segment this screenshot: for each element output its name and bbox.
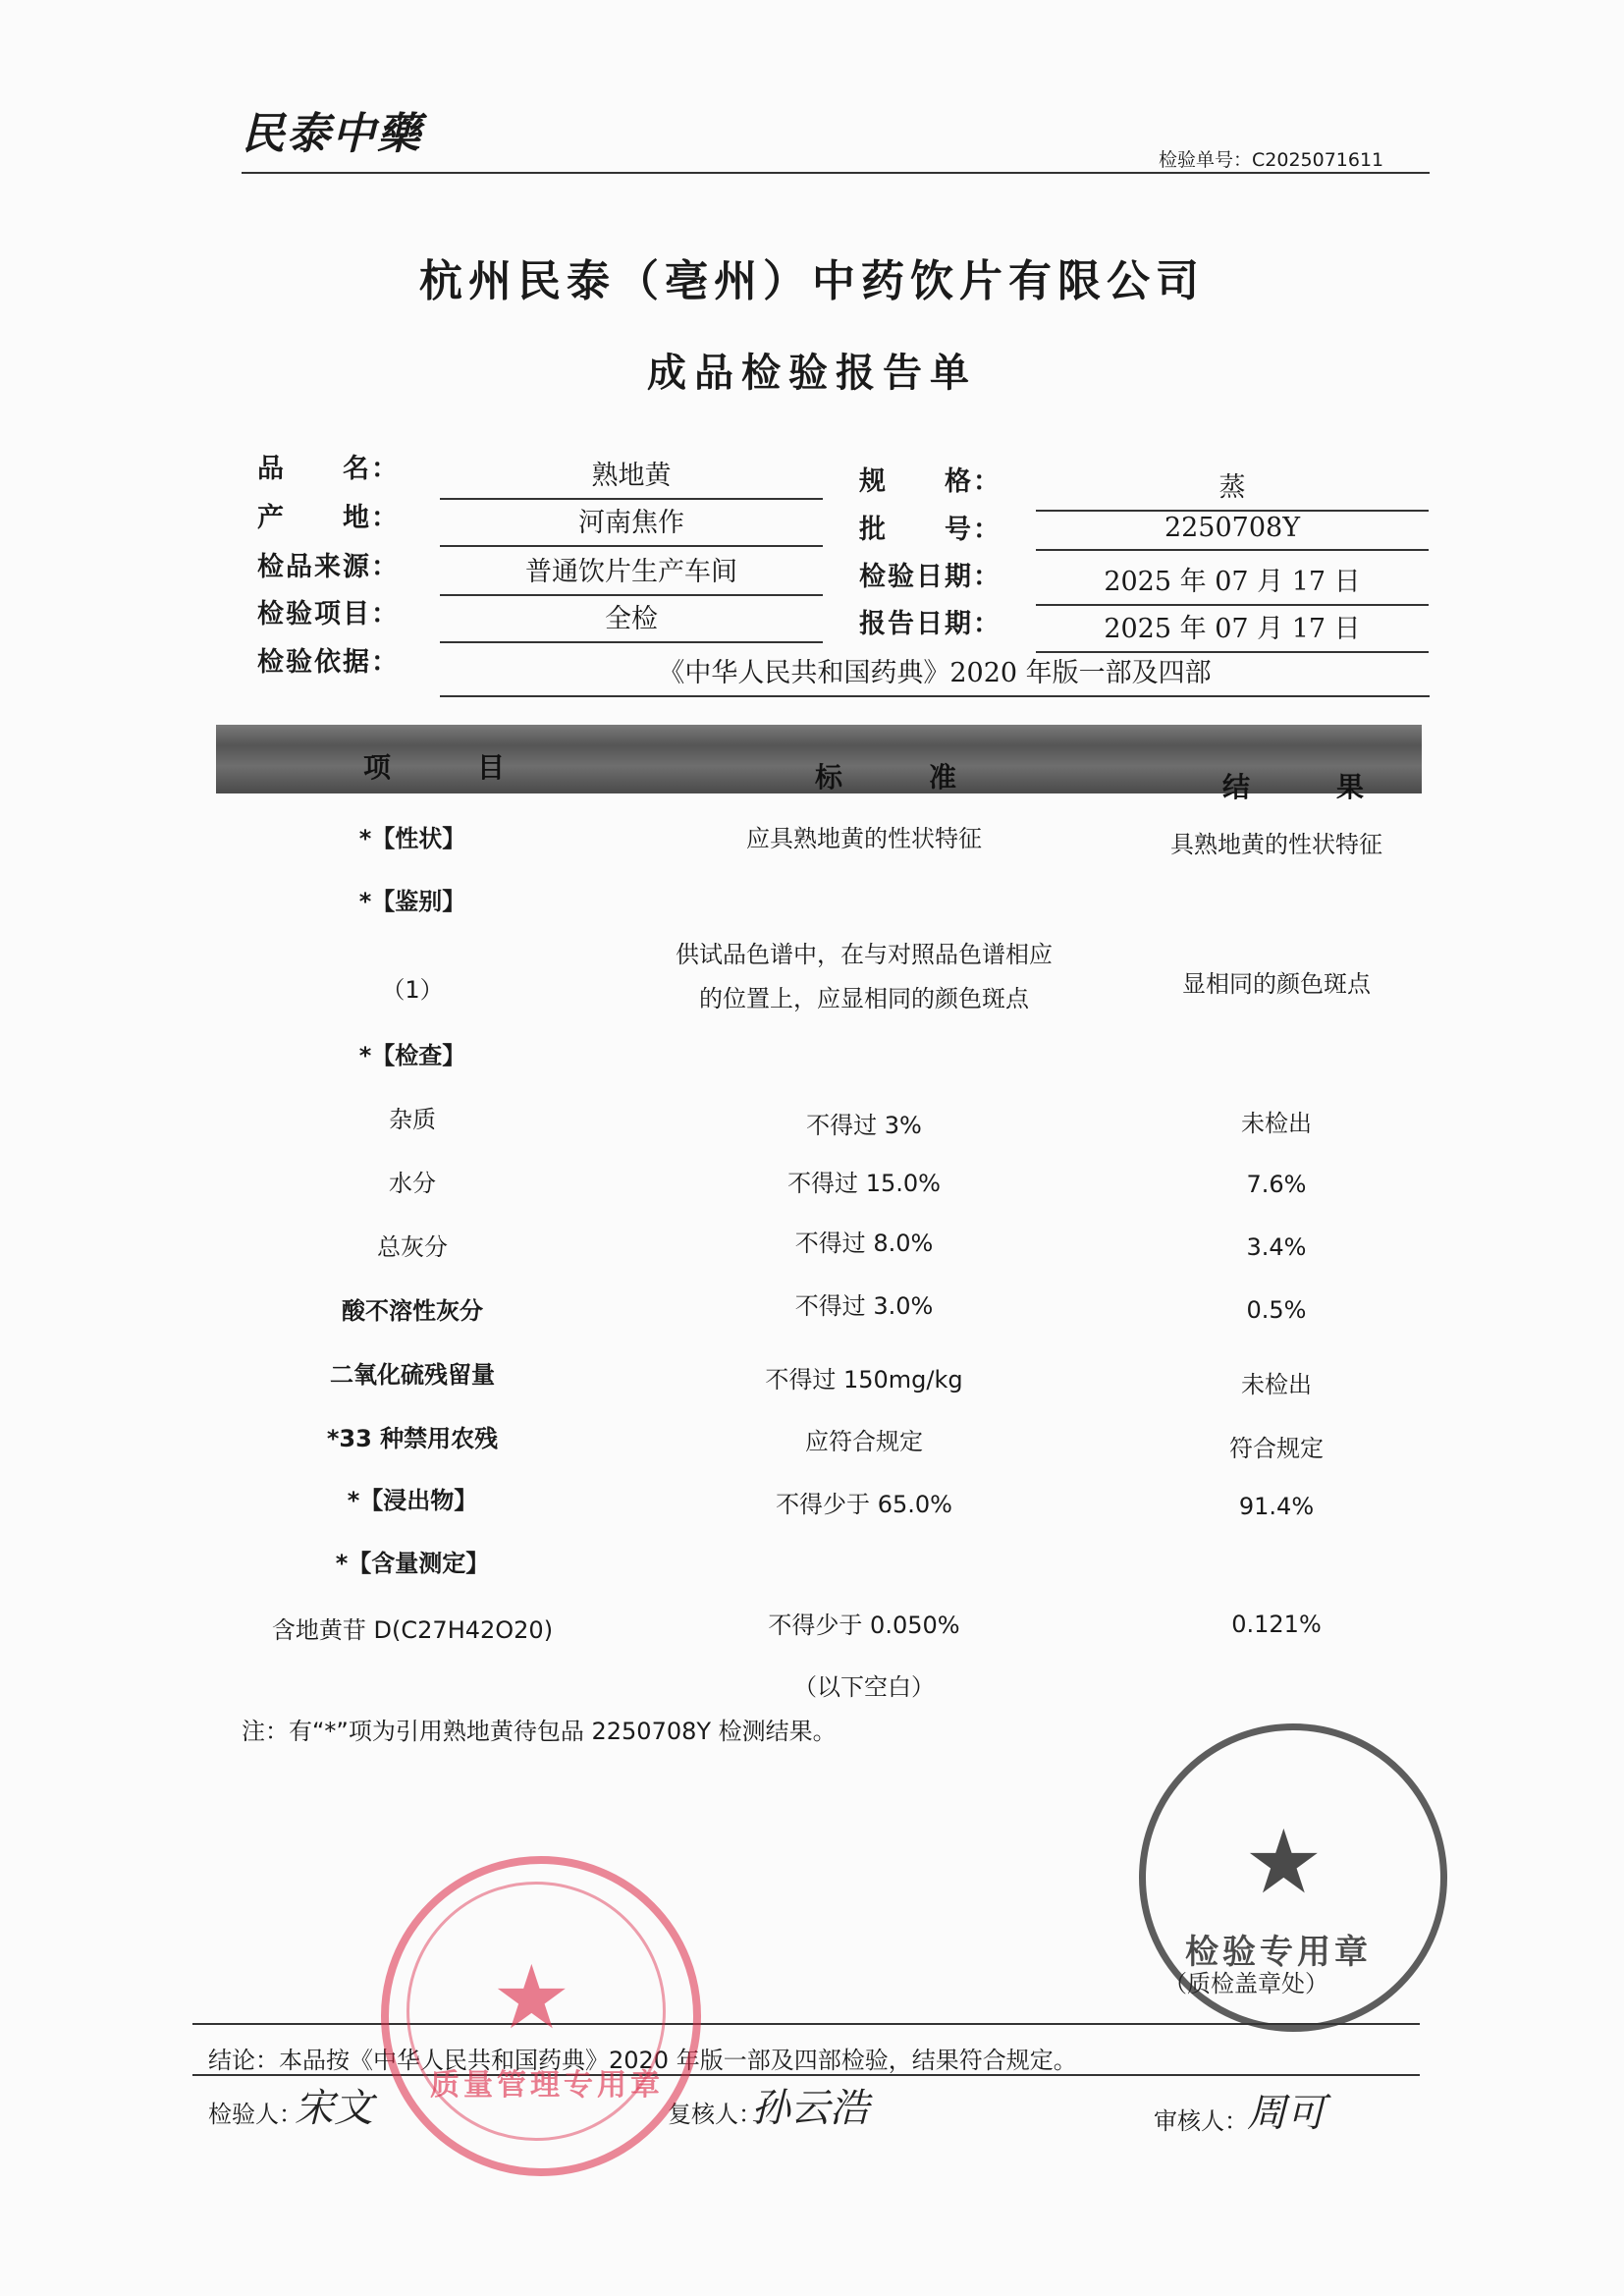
blank-below-note: （以下空白）	[793, 1673, 935, 1701]
row-result: 未检出	[1241, 1110, 1312, 1137]
header-standard: 标 准	[815, 761, 987, 793]
stamp-caption: （质检盖章处）	[1164, 1970, 1328, 1997]
row-item: *【浸出物】	[347, 1487, 478, 1514]
origin-label: 产 地：	[257, 503, 400, 533]
conclusion: 结论：本品按《中华人民共和国药典》2020 年版一部及四部检验，结果符合规定。	[208, 2047, 1077, 2074]
row-standard: 不得过 8.0%	[794, 1230, 934, 1257]
test-date-label: 检验日期：	[859, 562, 1001, 592]
row-standard: 应具熟地黄的性状特征	[746, 825, 982, 852]
row-result: 7.6%	[1246, 1171, 1307, 1198]
item-value: 全检	[440, 597, 823, 643]
header-divider	[242, 172, 1430, 174]
footnote: 注：有“*”项为引用熟地黄待包品 2250708Y 检测结果。	[242, 1718, 837, 1745]
row-result: 显相同的颜色斑点	[1182, 970, 1371, 998]
conclusion-top-divider	[192, 2023, 1420, 2025]
approver-label: 审核人：	[1154, 2107, 1248, 2135]
row-item: 二氧化硫残留量	[330, 1361, 495, 1389]
row-item: 含地黄苷 D(C27H42O20)	[271, 1616, 554, 1644]
company-logo: 民泰中藥	[242, 109, 422, 159]
product-name: 熟地黄	[440, 454, 823, 500]
report-title: 成品检验报告单	[647, 350, 977, 396]
approver-signature: 周可	[1247, 2091, 1326, 2136]
report-date-label: 报告日期：	[859, 609, 1001, 639]
conclusion-bottom-divider	[192, 2074, 1420, 2076]
row-result: 3.4%	[1246, 1233, 1307, 1261]
stamp-star-icon: ★	[492, 1946, 571, 2050]
row-item: 总灰分	[377, 1233, 448, 1261]
row-result: 91.4%	[1238, 1493, 1315, 1520]
row-item: 酸不溶性灰分	[342, 1297, 483, 1325]
inspection-number: 检验单号：C2025071611	[1159, 149, 1384, 171]
spec-label: 规 格：	[859, 466, 1001, 497]
row-item: 杂质	[389, 1106, 436, 1133]
source-value: 普通饮片生产车间	[440, 550, 823, 596]
row-item: *【检查】	[358, 1042, 466, 1069]
inspector-label: 检验人：	[208, 2101, 302, 2128]
row-standard: 供试品色谱中，在与对照品色谱相应	[676, 941, 1053, 968]
basis-label: 检验依据：	[257, 647, 400, 678]
quality-stamp	[381, 1856, 701, 2176]
row-item: *【性状】	[358, 825, 466, 852]
row-standard: 不得过 150mg/kg	[765, 1366, 963, 1394]
row-result: 0.121%	[1231, 1611, 1322, 1638]
row-result: 0.5%	[1246, 1296, 1307, 1324]
batch-label: 批 号：	[859, 515, 1001, 545]
company-name: 杭州民泰（亳州）中药饮片有限公司	[419, 256, 1205, 306]
row-standard: 不得过 3%	[806, 1112, 922, 1139]
header-result: 结 果	[1222, 771, 1394, 803]
row-result: 未检出	[1241, 1371, 1312, 1398]
origin-value: 河南焦作	[440, 501, 823, 547]
row-standard: 不得少于 65.0%	[776, 1491, 952, 1518]
row-result: 符合规定	[1229, 1435, 1324, 1462]
row-result: 具熟地黄的性状特征	[1170, 831, 1382, 858]
item-label: 检验项目：	[257, 599, 400, 629]
basis-value: 《中华人民共和国药典》2020 年版一部及四部	[440, 651, 1430, 697]
batch-value: 2250708Y	[1036, 513, 1429, 551]
row-standard-line2: 的位置上，应显相同的颜色斑点	[699, 985, 1029, 1012]
spec-value: 蒸	[1036, 465, 1429, 512]
name-label: 品 名：	[257, 454, 400, 484]
row-standard: 不得少于 0.050%	[768, 1612, 960, 1639]
row-standard: 不得过 3.0%	[794, 1292, 934, 1320]
report-date-value: 2025 年 07 月 17 日	[1036, 607, 1429, 653]
reviewer-signature: 孙云浩	[751, 2086, 869, 2131]
test-date-value: 2025 年 07 月 17 日	[1036, 560, 1429, 606]
row-standard: 应符合规定	[805, 1428, 923, 1455]
reviewer-label: 复核人：	[668, 2101, 762, 2128]
inspector-signature: 宋文	[295, 2086, 373, 2131]
header-item: 项 目	[363, 751, 535, 784]
row-item: *【鉴别】	[358, 888, 466, 915]
row-item: （1）	[381, 976, 444, 1004]
source-label: 检品来源：	[257, 552, 400, 582]
stamp-text: 检验专用章	[1185, 1933, 1372, 1972]
row-item: *【含量测定】	[335, 1550, 490, 1577]
stamp-text: 质量管理专用章	[430, 2068, 664, 2103]
stamp-star-icon: ★	[1244, 1811, 1324, 1914]
row-item: 水分	[389, 1170, 436, 1197]
row-standard: 不得过 15.0%	[787, 1170, 941, 1197]
row-item: *33 种禁用农残	[326, 1425, 499, 1452]
